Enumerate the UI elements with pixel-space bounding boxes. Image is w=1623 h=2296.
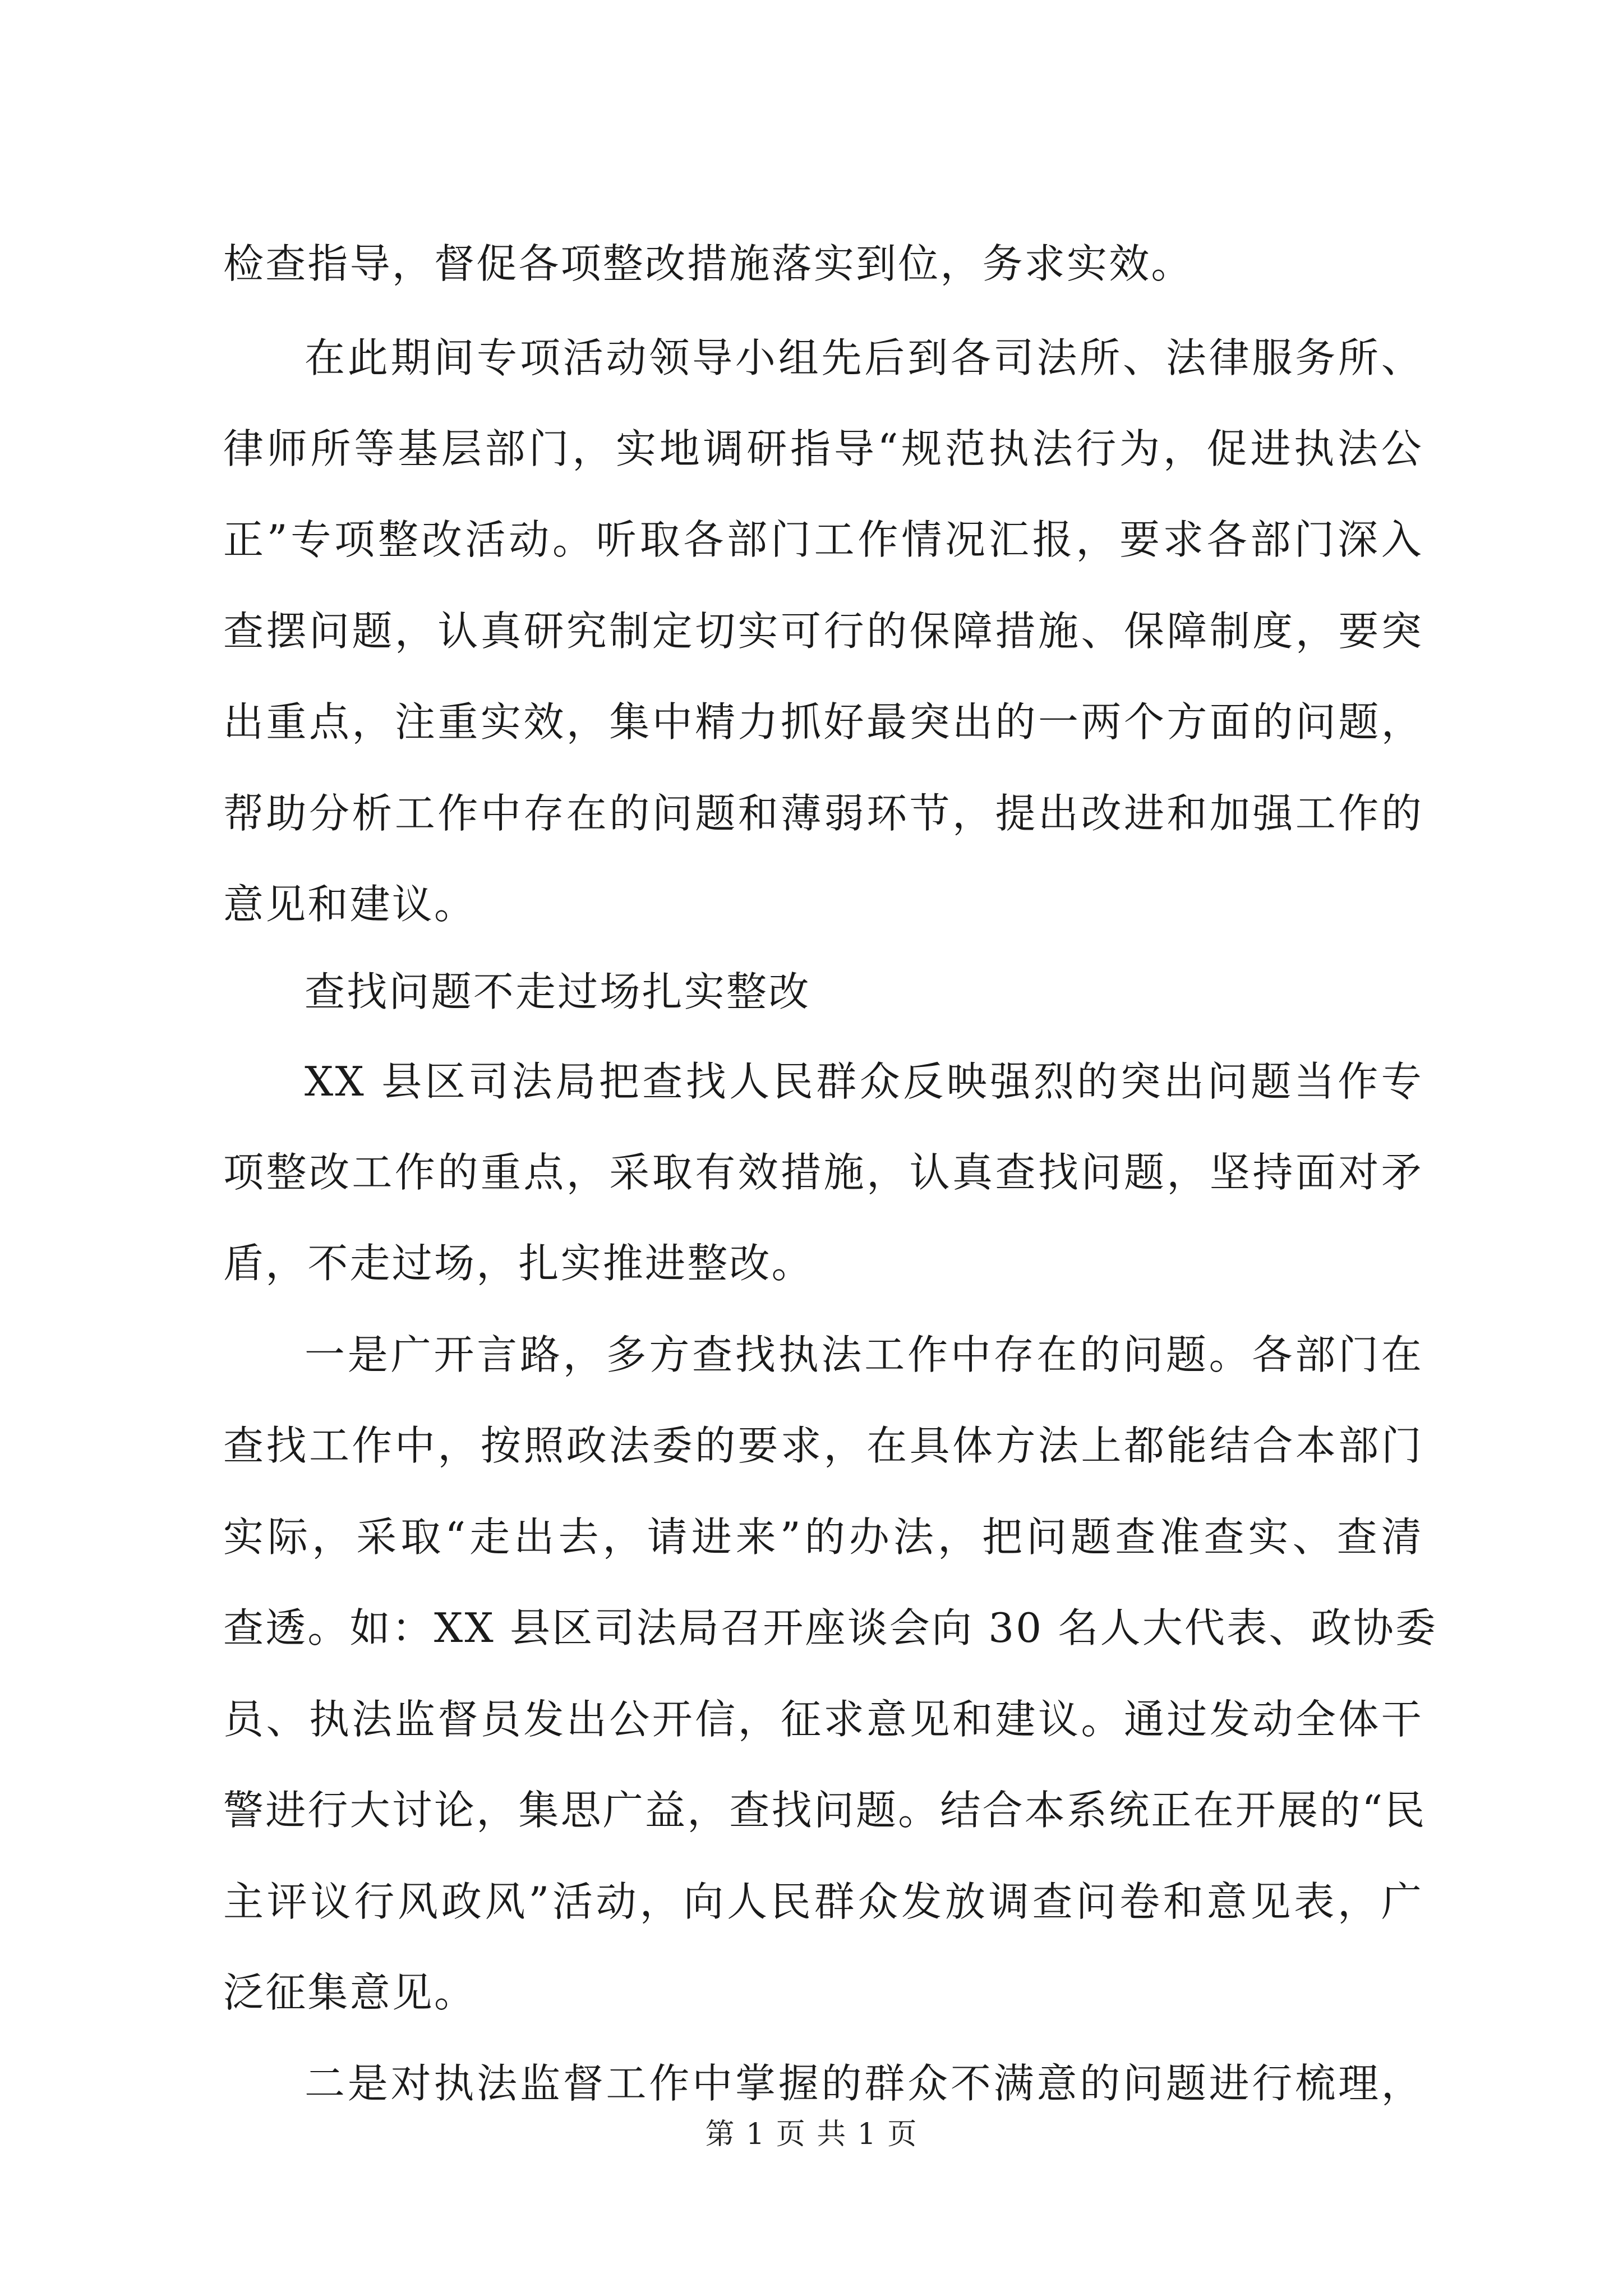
paragraph-line: 员、执法监督员发出公开信，征求意见和建议。通过发动全体干 bbox=[223, 1696, 1423, 1743]
paragraph-line: 在此期间专项活动领导小组先后到各司法所、法律服务所、 bbox=[305, 334, 1423, 381]
paragraph-line: 主评议行风政风”活动，向人民群众发放调查问卷和意见表，广 bbox=[223, 1878, 1423, 1925]
paragraph-line: 泛征集意见。 bbox=[223, 1969, 477, 2016]
paragraph-line: 盾，不走过场，扎实推进整改。 bbox=[223, 1240, 814, 1287]
paragraph-line: 正”专项整改活动。听取各部门工作情况汇报，要求各部门深入 bbox=[223, 516, 1423, 563]
paragraph-line: 出重点，注重实效，集中精力抓好最突出的一两个方面的问题， bbox=[223, 698, 1423, 746]
paragraph-line: 律师所等基层部门，实地调研指导“规范执法行为，促进执法公 bbox=[223, 425, 1423, 472]
paragraph-line: 意见和建议。 bbox=[223, 881, 477, 928]
page-number-footer: 第 1 页 共 1 页 bbox=[705, 2118, 918, 2151]
paragraph-line: 查摆问题，认真研究制定切实可行的保障措施、保障制度，要突 bbox=[223, 608, 1423, 655]
paragraph-line: 项整改工作的重点，采取有效措施，认真查找问题，坚持面对矛 bbox=[223, 1149, 1423, 1196]
paragraph-line: 查找工作中，按照政法委的要求，在具体方法上都能结合本部门 bbox=[223, 1422, 1423, 1469]
paragraph-line: 一是广开言路，多方查找执法工作中存在的问题。各部门在 bbox=[305, 1331, 1423, 1378]
section-heading: 查找问题不走过场扎实整改 bbox=[305, 968, 811, 1015]
paragraph-line: 检查指导，督促各项整改措施落实到位，务求实效。 bbox=[223, 240, 1193, 287]
paragraph-line: 查透。如：XX 县区司法局召开座谈会向 30 名人大代表、政协委 bbox=[223, 1604, 1438, 1651]
paragraph-line: XX 县区司法局把查找人民群众反映强烈的突出问题当作专 bbox=[305, 1058, 1423, 1105]
paragraph-line: 实际，采取“走出去，请进来”的办法，把问题查准查实、查清 bbox=[223, 1513, 1423, 1561]
paragraph-line: 二是对执法监督工作中掌握的群众不满意的问题进行梳理， bbox=[305, 2060, 1423, 2107]
paragraph-line: 警进行大讨论，集思广益，查找问题。结合本系统正在开展的“民 bbox=[223, 1787, 1427, 1834]
paragraph-line: 帮助分析工作中存在的问题和薄弱环节，提出改进和加强工作的 bbox=[223, 790, 1423, 837]
